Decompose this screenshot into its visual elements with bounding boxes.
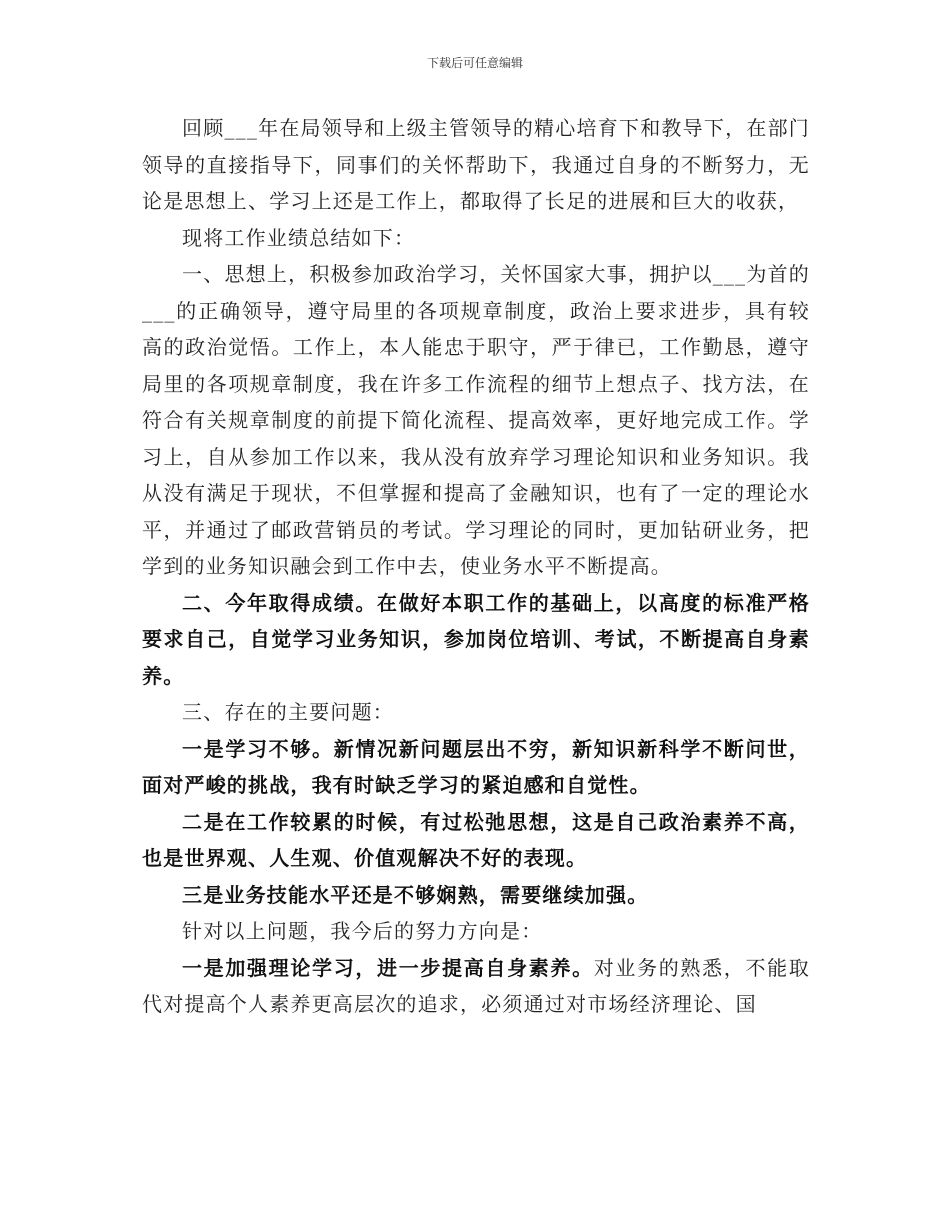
page-header-note: 下载后可任意编辑	[426, 56, 523, 70]
paragraph-direction-one	[142, 950, 810, 1023]
direction-one-heading: 一是加强理论学习，进一步提高自身素养。	[182, 955, 594, 980]
paragraph-problem-two: 二是在工作较累的时候，有过松弛思想，这是自己政治素养不高，也是世界观、人生观、价值观解决不好的表现。	[142, 809, 810, 870]
paragraph-review: 回顾___年在局领导和上级主管领导的精心培育下和教导下，在部门领导的直接指导下，同事们的关怀帮助下，我通过自身的不断努力，无论是思想上、学习上还是工作上，都取得了长足的进展和巨大的收获，	[142, 116, 810, 213]
paragraph-summary-intro: 现将工作业绩总结如下：	[182, 225, 416, 250]
paragraph-problem-one: 一是学习不够。新情况新问题层出不穷，新知识新科学不断问世，面对严峻的挑战，我有时缺乏学习的紧迫感和自觉性。	[142, 736, 810, 797]
direction-one-text: 对业务的熟悉，不能取代对提高个人素养更高层次的追求，必须通过对市场经济理论、国	[142, 955, 810, 1016]
paragraph-problems-heading: 三、存在的主要问题：	[182, 700, 394, 724]
paragraph-ideology: 一、思想上，积极参加政治学习，关怀国家大事，拥护以___为首的___的正确领导，遵守局里的各项规章制度，政治上要求进步，具有较高的政治觉悟。工作上，本人能忠于职守，严于律已，工作勤恳，遵守局里的各项规章制度，我在许多工作流程的细节上想点子、找方法，在符合有关规章制度的前提下简化流程、提高效率，更好地完成工作。学习上，自从参加工作以来，我从没有放弃学习理论知识和业务知识。我从没有满足于现状，不但掌握和提高了金融知识，也有了一定的理论水平，并通过了邮政营销员的考试。学习理论的同时，更加钻研业务，把学到的业务知识融会到工作中去，使业务水平不断提高。	[142, 262, 810, 578]
document-body	[142, 110, 810, 1023]
paragraph-direction-intro: 针对以上问题，我今后的努力方向是：	[182, 919, 543, 943]
paragraph-problem-three: 三是业务技能水平还是不够娴熟，需要继续加强。	[182, 882, 649, 907]
paragraph-achievements: 二、今年取得成绩。在做好本职工作的基础上，以高度的标准严格要求自己，自觉学习业务知识，参加岗位培训、考试，不断提高自身素养。	[142, 590, 810, 688]
